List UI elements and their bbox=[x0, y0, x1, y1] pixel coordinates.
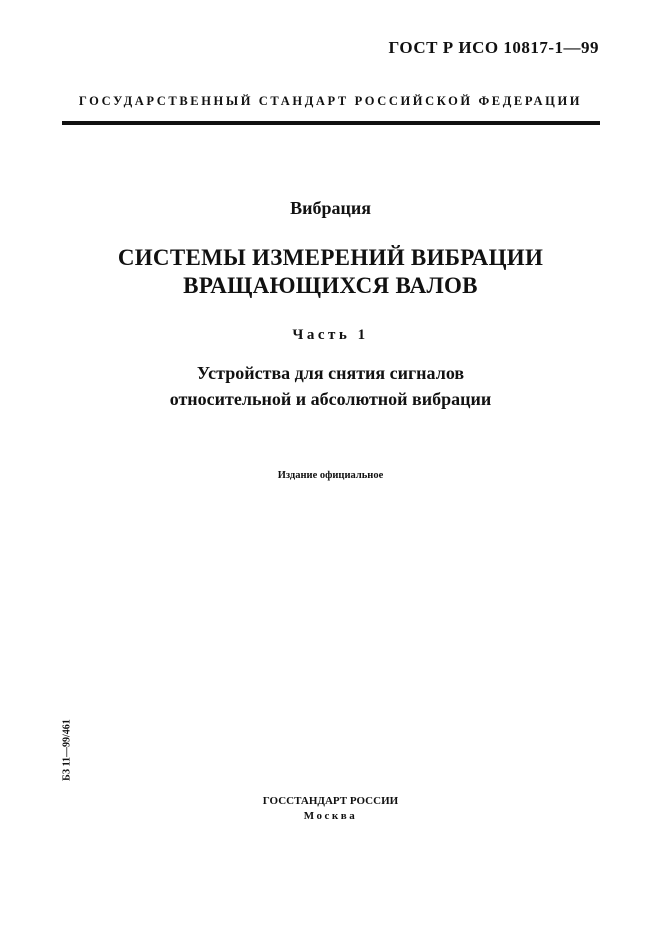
title-line-2: ВРАЩАЮЩИХСЯ ВАЛОВ bbox=[183, 273, 478, 298]
document-subtitle bbox=[0, 360, 661, 412]
part-label: Часть 1 bbox=[292, 327, 369, 343]
publisher-block bbox=[0, 794, 661, 824]
document-subject: Вибрация bbox=[290, 198, 371, 218]
header-divider bbox=[62, 121, 600, 125]
publisher-name: ГОССТАНДАРТ РОССИИ bbox=[262, 795, 399, 807]
vertical-registration-code: БЗ 11—99/461 bbox=[61, 719, 73, 781]
title-line-1: СИСТЕМЫ ИЗМЕРЕНИЙ ВИБРАЦИИ bbox=[117, 245, 544, 270]
organization-heading: ГОСУДАРСТВЕННЫЙ СТАНДАРТ РОССИЙСКОЙ ФЕДЕРАЦИИ bbox=[78, 94, 583, 108]
document-code: ГОСТ Р ИСО 10817-1—99 bbox=[388, 38, 599, 57]
subtitle-line-2: относительной и абсолютной вибрации bbox=[169, 389, 492, 409]
document-title bbox=[0, 244, 661, 300]
edition-note: Издание официальное bbox=[277, 470, 384, 481]
subtitle-line-1: Устройства для снятия сигналов bbox=[196, 363, 465, 383]
publisher-city: Москва bbox=[303, 810, 358, 822]
